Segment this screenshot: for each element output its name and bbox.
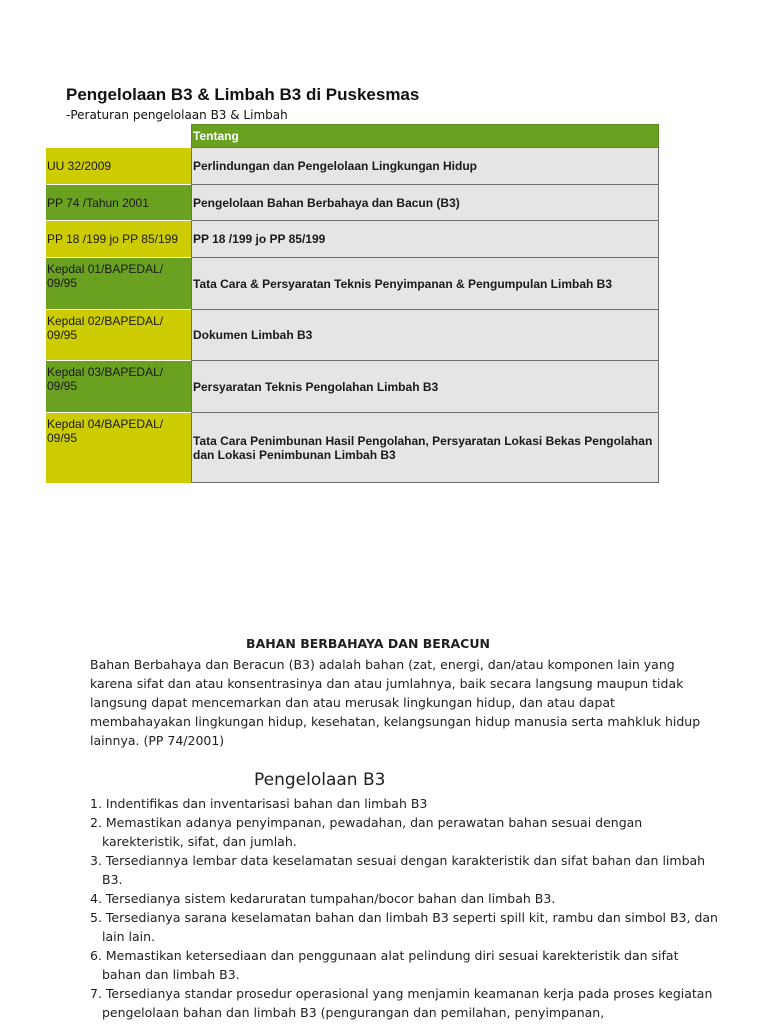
table-row	[46, 185, 659, 221]
list-item: 1. Indentifikas dan inventarisasi bahan dan limbah B3	[90, 796, 428, 811]
table-body	[46, 148, 659, 483]
table-header-tentang: Tentang	[192, 125, 659, 148]
list-item: 6. Memastikan ketersediaan dan penggunaan alat pelindung diri sesuai karekteristik dan sifat bahan dan limbah B3.	[90, 948, 679, 982]
b3-definition-paragraph: Bahan Berbahaya dan Beracun (B3) adalah bahan (zat, energi, dan/atau komponen lain yang karena sifat dan atau konsentrasinya dan atau jumlahnya, baik secara langsung maupun tidak langsung dapat mencemarkan dan atau merusak lingkungan hidup, dan atau dapat membahayakan lingkungan hidup, kesehatan, kelangsungan hidup manusia serta mahkluk hidup lainnya. (PP 74/2001)	[90, 657, 701, 748]
regulation-code-cell: UU 32/2009	[46, 148, 192, 185]
regulation-code-cell: Kepdal 04/BAPEDAL/ 09/95	[46, 413, 192, 483]
regulation-code-cell: Kepdal 02/BAPEDAL/ 09/95	[46, 310, 192, 361]
table-header-row	[46, 125, 659, 148]
list-item: 3. Tersediannya lembar data keselamatan sesuai dengan karakteristik dan sifat bahan dan limbah B3.	[90, 853, 706, 887]
pengelolaan-steps-list	[90, 794, 720, 1022]
regulations-table	[46, 124, 659, 483]
table-row	[46, 413, 659, 483]
table-row	[46, 361, 659, 413]
page-title: Pengelolaan B3 & Limbah B3 di Puskesmas	[66, 85, 420, 104]
page-subtitle: -Peraturan pengelolaan B3 & Limbah	[66, 108, 288, 122]
list-item: 2. Memastikan adanya penyimpanan, pewadahan, dan perawatan bahan sesuai dengan karekteristik, sifat, dan jumlah.	[90, 815, 643, 849]
table-header-blank	[46, 125, 192, 148]
section-heading-pengelolaan: Pengelolaan B3	[254, 770, 386, 790]
regulation-desc-cell: PP 18 /199 jo PP 85/199	[192, 221, 659, 258]
section-heading-b3-text: BAHAN BERBAHAYA DAN BERACUN	[246, 636, 490, 651]
table-row	[46, 310, 659, 361]
table-row	[46, 148, 659, 185]
table-row	[46, 258, 659, 310]
regulation-code-cell: Kepdal 03/BAPEDAL/ 09/95	[46, 361, 192, 413]
section-heading-b3	[0, 636, 768, 651]
regulation-code-cell: PP 74 /Tahun 2001	[46, 185, 192, 221]
regulation-desc-cell: Dokumen Limbah B3	[192, 310, 659, 361]
list-item: 5. Tersedianya sarana keselamatan bahan dan limbah B3 seperti spill kit, rambu dan simbol B3, dan lain lain.	[90, 910, 718, 944]
list-item: 4. Tersedianya sistem kedaruratan tumpahan/bocor bahan dan limbah B3.	[90, 891, 556, 906]
list-item: 7. Tersedianya standar prosedur operasional yang menjamin keamanan kerja pada proses kegiatan pengelolaan bahan dan limbah B3 (pengurangan dan pemilahan, penyimpanan,	[90, 986, 713, 1020]
regulation-desc-cell: Persyaratan Teknis Pengolahan Limbah B3	[192, 361, 659, 413]
regulation-desc-cell: Tata Cara Penimbunan Hasil Pengolahan, Persyaratan Lokasi Bekas Pengolahan dan Lokasi Penimbunan Limbah B3	[192, 413, 659, 483]
regulation-desc-cell: Pengelolaan Bahan Berbahaya dan Bacun (B3)	[192, 185, 659, 221]
regulation-desc-cell: Tata Cara & Persyaratan Teknis Penyimpanan & Pengumpulan Limbah B3	[192, 258, 659, 310]
table-row	[46, 221, 659, 258]
regulation-code-cell: Kepdal 01/BAPEDAL/ 09/95	[46, 258, 192, 310]
regulation-desc-cell: Perlindungan dan Pengelolaan Lingkungan Hidup	[192, 148, 659, 185]
regulation-code-cell: PP 18 /199 jo PP 85/199	[46, 221, 192, 258]
